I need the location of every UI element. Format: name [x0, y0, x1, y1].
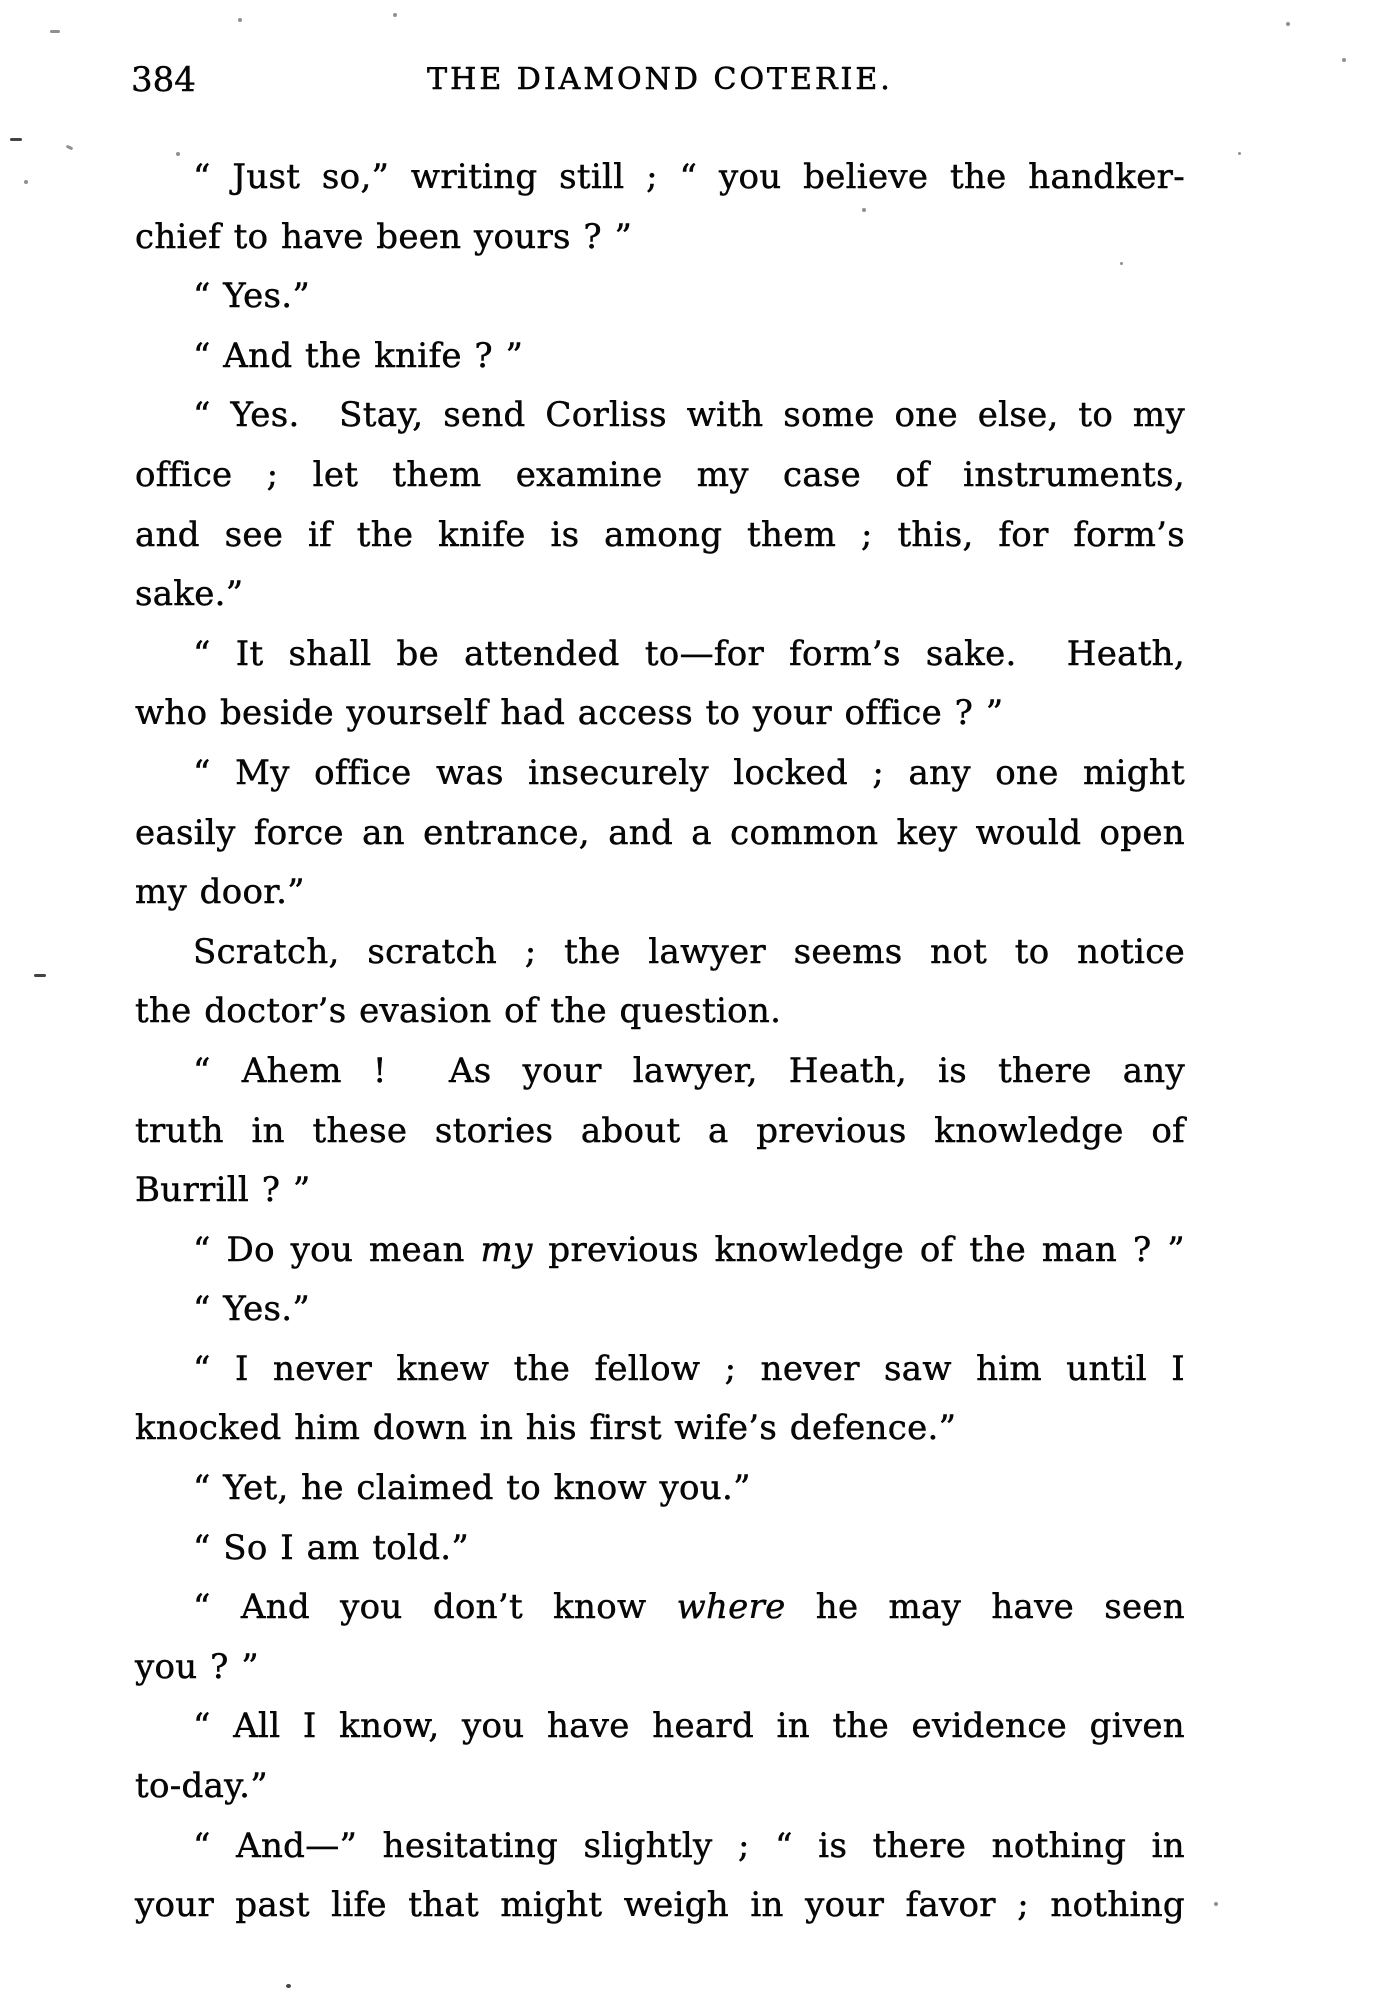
text-segment: “ Yet, he claimed to know you.” [193, 1468, 751, 1509]
text-segment: “ All I know, you have heard in the evidence given [193, 1706, 1185, 1747]
scan-speck [238, 18, 242, 22]
text-line [135, 208, 1185, 268]
text-segment: he may have seen [785, 1587, 1186, 1628]
text-segment: office ; let them examine my case of instruments, [135, 454, 1185, 495]
text-segment: truth in these stories about a previous knowledge of [135, 1110, 1185, 1151]
scan-speck [24, 180, 28, 184]
scan-speck [286, 1984, 291, 1988]
text-segment: you ? ” [135, 1646, 259, 1687]
scan-speck [50, 30, 60, 33]
text-segment: my door.” [135, 872, 305, 913]
text-line [135, 1399, 1185, 1459]
scan-speck [862, 208, 866, 212]
text-segment: “ So I am told.” [193, 1527, 470, 1568]
text-line [135, 506, 1185, 566]
text-line [135, 267, 1185, 327]
text-segment: chief to have been yours ? ” [135, 216, 633, 257]
scan-speck [34, 974, 46, 977]
italic-word: my [480, 1229, 533, 1270]
text-segment: easily force an entrance, and a common key would open [135, 812, 1185, 853]
text-line [135, 1102, 1185, 1162]
running-header [131, 58, 1185, 104]
text-segment: previous knowledge of the man ? ” [532, 1229, 1185, 1270]
text-line [135, 1280, 1185, 1340]
page-header-title: THE DIAMOND COTERIE. [427, 62, 893, 97]
text-line [135, 1697, 1185, 1757]
text-line [135, 1757, 1185, 1817]
italic-word: where [676, 1587, 786, 1628]
text-line [135, 1638, 1185, 1698]
page-number: 384 [131, 60, 196, 100]
scan-speck [1214, 1902, 1218, 1906]
text-segment: “ It shall be attended to—for form’s sake. Heath, [193, 633, 1185, 674]
text-line [135, 744, 1185, 804]
text-segment: who beside yourself had access to your office ? ” [135, 693, 1004, 734]
text-segment: “ I never knew the fellow ; never saw him until I [193, 1348, 1185, 1389]
text-block [135, 148, 1185, 1936]
text-segment: “ And the knife ? ” [193, 335, 524, 376]
text-line [135, 1578, 1185, 1638]
scan-speck [1342, 58, 1346, 62]
text-line [135, 1221, 1185, 1281]
text-line [135, 1519, 1185, 1579]
text-segment: to-day.” [135, 1766, 268, 1807]
text-segment: Burrill ? ” [135, 1170, 311, 1211]
text-segment: the doctor’s evasion of the question. [135, 991, 782, 1032]
text-segment: “ Yes.” [193, 276, 311, 317]
text-line [135, 1340, 1185, 1400]
text-line [135, 1817, 1185, 1877]
text-line [135, 863, 1185, 923]
text-line [135, 1042, 1185, 1102]
scan-speck [10, 138, 22, 141]
text-segment: and see if the knife is among them ; this, for form’s [135, 514, 1185, 555]
text-line [135, 982, 1185, 1042]
text-line [135, 625, 1185, 685]
text-segment: “ My office was insecurely locked ; any one might [193, 752, 1185, 793]
text-segment: “ Ahem ! As your lawyer, Heath, is there any [193, 1050, 1185, 1091]
text-line [135, 327, 1185, 387]
text-line [135, 148, 1185, 208]
text-line [135, 684, 1185, 744]
scan-speck [393, 13, 397, 17]
scan-speck [1238, 152, 1241, 155]
text-segment: “ Yes. Stay, send Corliss with some one else, to my [193, 395, 1185, 436]
text-segment: “ Just so,” writing still ; “ you believe the handker- [193, 157, 1185, 197]
text-line [135, 804, 1185, 864]
text-line [135, 1161, 1185, 1221]
text-segment: “ Do you mean [193, 1229, 481, 1270]
text-segment: your past life that might weigh in your favor ; nothing [135, 1885, 1185, 1926]
text-line [135, 446, 1185, 506]
text-line [135, 1459, 1185, 1519]
scan-speck [176, 152, 180, 156]
text-segment: “ And—” hesitating slightly ; “ is there nothing in [193, 1825, 1185, 1866]
text-line [135, 1876, 1185, 1936]
text-segment: Scratch, scratch ; the lawyer seems not to notice [193, 931, 1185, 972]
text-segment: knocked him down in his first wife’s defence.” [135, 1408, 957, 1449]
text-line [135, 923, 1185, 983]
text-segment: sake.” [135, 574, 244, 615]
text-line [135, 565, 1185, 625]
text-line [135, 386, 1185, 446]
text-segment: “ Yes.” [193, 1289, 311, 1330]
text-segment: “ And you don’t know [193, 1587, 677, 1628]
scan-speck [1120, 262, 1123, 265]
scan-speck [1286, 22, 1290, 26]
scan-speck [66, 145, 74, 151]
